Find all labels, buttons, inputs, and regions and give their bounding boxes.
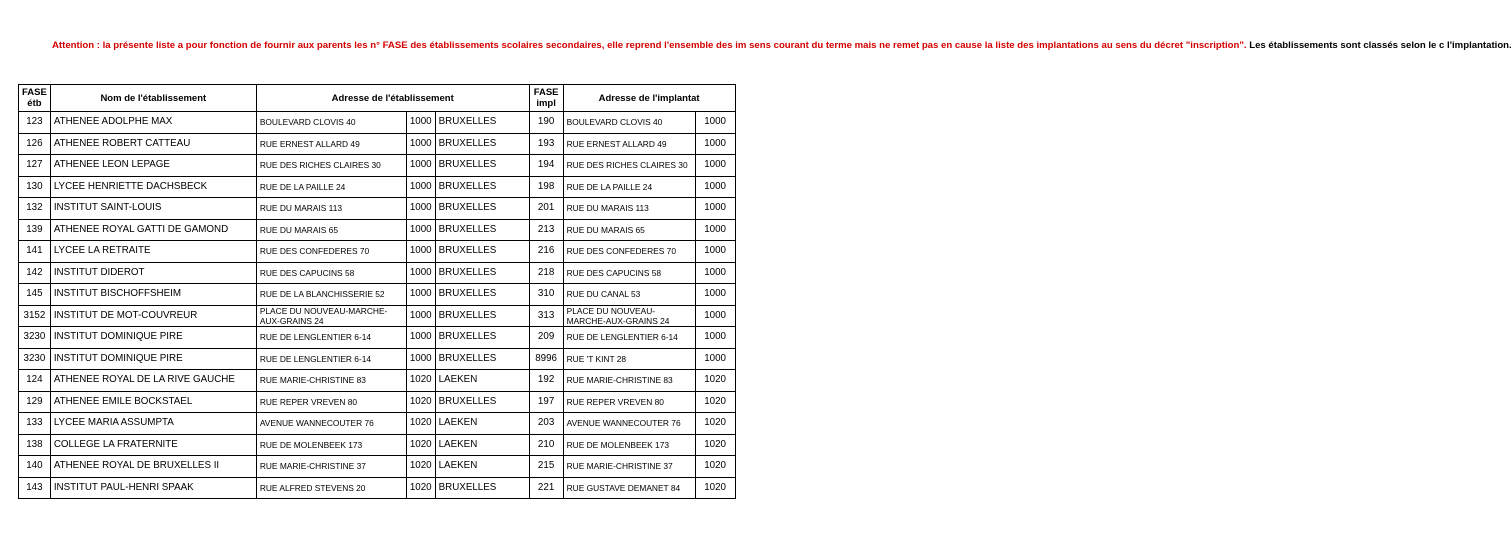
cell-fase-impl: 8996 [529,348,563,370]
cell-adresse-impl: BOULEVARD CLOVIS 40 [563,112,695,134]
cell-code-postal-impl: 1000 [695,262,735,284]
cell-code-postal-impl: 1020 [695,370,735,392]
cell-adresse: RUE DES CONFEDERES 70 [256,241,406,263]
cell-fase-impl: 216 [529,241,563,263]
cell-nom: COLLEGE LA FRATERNITE [50,434,256,456]
cell-fase-etb: 129 [19,391,51,413]
cell-ville: BRUXELLES [435,155,529,177]
cell-adresse-impl: PLACE DU NOUVEAU-MARCHE-AUX-GRAINS 24 [563,305,695,327]
table-row [19,456,736,478]
cell-code-postal-impl: 1020 [695,434,735,456]
cell-code-postal: 1000 [406,112,435,134]
table-row [19,155,736,177]
cell-nom: ATHENEE ROYAL DE LA RIVE GAUCHE [50,370,256,392]
cell-fase-impl: 203 [529,413,563,435]
header-fase-impl: FASE impl [529,85,563,112]
notice-sorting: Les établissements sont classés selon le c l'implantation. [1246,40,1512,51]
cell-fase-impl: 190 [529,112,563,134]
cell-code-postal: 1000 [406,198,435,220]
cell-adresse-impl: RUE DES CONFEDERES 70 [563,241,695,263]
cell-adresse: BOULEVARD CLOVIS 40 [256,112,406,134]
cell-code-postal-impl: 1000 [695,198,735,220]
cell-fase-impl: 210 [529,434,563,456]
cell-nom: INSTITUT BISCHOFFSHEIM [50,284,256,306]
cell-adresse-impl: RUE 'T KINT 28 [563,348,695,370]
header-adresse-etb: Adresse de l'établissement [256,85,529,112]
cell-fase-etb: 143 [19,477,51,499]
cell-fase-impl: 313 [529,305,563,327]
cell-fase-etb: 141 [19,241,51,263]
table-row [19,112,736,134]
cell-fase-etb: 142 [19,262,51,284]
cell-code-postal-impl: 1020 [695,391,735,413]
cell-ville: LAEKEN [435,456,529,478]
cell-fase-impl: 215 [529,456,563,478]
cell-nom: ATHENEE LEON LEPAGE [50,155,256,177]
cell-ville: LAEKEN [435,413,529,435]
cell-code-postal: 1000 [406,305,435,327]
cell-adresse-impl: RUE REPER VREVEN 80 [563,391,695,413]
cell-adresse: RUE DE LENGLENTIER 6-14 [256,327,406,349]
cell-ville: BRUXELLES [435,133,529,155]
cell-fase-etb: 3230 [19,327,51,349]
cell-fase-etb: 3152 [19,305,51,327]
cell-fase-impl: 209 [529,327,563,349]
cell-adresse: PLACE DU NOUVEAU-MARCHE-AUX-GRAINS 24 [256,305,406,327]
cell-fase-impl: 310 [529,284,563,306]
cell-nom: LYCEE MARIA ASSUMPTA [50,413,256,435]
cell-fase-impl: 198 [529,176,563,198]
table-row [19,198,736,220]
cell-ville: BRUXELLES [435,327,529,349]
cell-code-postal: 1000 [406,219,435,241]
cell-ville: BRUXELLES [435,112,529,134]
cell-adresse-impl: RUE DU MARAIS 65 [563,219,695,241]
cell-fase-etb: 3230 [19,348,51,370]
cell-ville: LAEKEN [435,434,529,456]
table-row [19,348,736,370]
cell-adresse-impl: AVENUE WANNECOUTER 76 [563,413,695,435]
cell-fase-etb: 133 [19,413,51,435]
table-row [19,241,736,263]
cell-adresse: RUE DE LA BLANCHISSERIE 52 [256,284,406,306]
cell-fase-etb: 132 [19,198,51,220]
cell-fase-etb: 124 [19,370,51,392]
cell-adresse: RUE DES CAPUCINS 58 [256,262,406,284]
cell-nom: INSTITUT PAUL-HENRI SPAAK [50,477,256,499]
cell-nom: INSTITUT DOMINIQUE PIRE [50,348,256,370]
cell-code-postal-impl: 1000 [695,176,735,198]
cell-adresse-impl: RUE DE LA PAILLE 24 [563,176,695,198]
cell-ville: BRUXELLES [435,176,529,198]
cell-fase-etb: 130 [19,176,51,198]
cell-code-postal-impl: 1000 [695,155,735,177]
table-row [19,477,736,499]
cell-fase-impl: 201 [529,198,563,220]
cell-ville: BRUXELLES [435,284,529,306]
cell-code-postal: 1000 [406,241,435,263]
cell-adresse-impl: RUE DU MARAIS 113 [563,198,695,220]
cell-nom: INSTITUT SAINT-LOUIS [50,198,256,220]
header-fase-etb: FASE étb [19,85,51,112]
cell-ville: LAEKEN [435,370,529,392]
cell-adresse-impl: RUE ERNEST ALLARD 49 [563,133,695,155]
cell-adresse-impl: RUE DE MOLENBEEK 173 [563,434,695,456]
table-row [19,305,736,327]
cell-adresse: RUE DE MOLENBEEK 173 [256,434,406,456]
cell-code-postal-impl: 1000 [695,133,735,155]
cell-code-postal: 1000 [406,327,435,349]
cell-nom: ATHENEE ADOLPHE MAX [50,112,256,134]
cell-nom: ATHENEE ROYAL GATTI DE GAMOND [50,219,256,241]
cell-adresse: RUE DE LA PAILLE 24 [256,176,406,198]
table-row [19,370,736,392]
table-row [19,434,736,456]
table-row [19,413,736,435]
cell-ville: BRUXELLES [435,241,529,263]
cell-code-postal-impl: 1000 [695,348,735,370]
cell-fase-etb: 139 [19,219,51,241]
cell-code-postal-impl: 1000 [695,305,735,327]
table-row [19,391,736,413]
cell-ville: BRUXELLES [435,262,529,284]
cell-adresse: RUE MARIE-CHRISTINE 37 [256,456,406,478]
cell-adresse-impl: RUE DU CANAL 53 [563,284,695,306]
cell-ville: BRUXELLES [435,219,529,241]
notice-text [52,40,1512,53]
cell-code-postal: 1020 [406,391,435,413]
cell-nom: ATHENEE ROYAL DE BRUXELLES II [50,456,256,478]
cell-fase-etb: 140 [19,456,51,478]
cell-ville: BRUXELLES [435,305,529,327]
cell-nom: ATHENEE ROBERT CATTEAU [50,133,256,155]
table-row [19,327,736,349]
cell-code-postal: 1020 [406,413,435,435]
cell-adresse-impl: RUE MARIE-CHRISTINE 83 [563,370,695,392]
cell-nom: LYCEE HENRIETTE DACHSBECK [50,176,256,198]
cell-code-postal-impl: 1000 [695,112,735,134]
cell-nom: ATHENEE EMILE BOCKSTAEL [50,391,256,413]
cell-fase-etb: 138 [19,434,51,456]
cell-code-postal: 1020 [406,370,435,392]
cell-adresse: RUE DU MARAIS 113 [256,198,406,220]
cell-ville: BRUXELLES [435,391,529,413]
cell-adresse: AVENUE WANNECOUTER 76 [256,413,406,435]
cell-ville: BRUXELLES [435,348,529,370]
cell-code-postal: 1000 [406,155,435,177]
cell-code-postal-impl: 1020 [695,477,735,499]
cell-ville: BRUXELLES [435,198,529,220]
cell-code-postal-impl: 1000 [695,241,735,263]
cell-adresse: RUE DES RICHES CLAIRES 30 [256,155,406,177]
cell-adresse-impl: RUE DES RICHES CLAIRES 30 [563,155,695,177]
cell-fase-impl: 213 [529,219,563,241]
cell-adresse: RUE REPER VREVEN 80 [256,391,406,413]
cell-code-postal: 1000 [406,348,435,370]
cell-adresse-impl: RUE DES CAPUCINS 58 [563,262,695,284]
cell-ville: BRUXELLES [435,477,529,499]
cell-fase-impl: 194 [529,155,563,177]
cell-code-postal: 1000 [406,262,435,284]
cell-adresse-impl: RUE GUSTAVE DEMANET 84 [563,477,695,499]
cell-adresse: RUE DU MARAIS 65 [256,219,406,241]
cell-adresse-impl: RUE MARIE-CHRISTINE 37 [563,456,695,478]
cell-adresse: RUE ALFRED STEVENS 20 [256,477,406,499]
cell-code-postal: 1000 [406,133,435,155]
cell-code-postal: 1000 [406,176,435,198]
table-header-row [19,85,736,112]
schools-table [18,84,736,499]
cell-nom: LYCEE LA RETRAITE [50,241,256,263]
cell-code-postal-impl: 1000 [695,284,735,306]
cell-code-postal: 1000 [406,284,435,306]
cell-fase-impl: 197 [529,391,563,413]
cell-fase-etb: 127 [19,155,51,177]
cell-fase-impl: 218 [529,262,563,284]
cell-fase-impl: 192 [529,370,563,392]
table-row [19,219,736,241]
table-row [19,262,736,284]
cell-adresse: RUE ERNEST ALLARD 49 [256,133,406,155]
cell-code-postal-impl: 1020 [695,413,735,435]
cell-nom: INSTITUT DOMINIQUE PIRE [50,327,256,349]
cell-code-postal-impl: 1000 [695,327,735,349]
cell-fase-etb: 145 [19,284,51,306]
cell-nom: INSTITUT DIDEROT [50,262,256,284]
cell-code-postal: 1020 [406,434,435,456]
header-adresse-impl: Adresse de l'implantat [563,85,735,112]
cell-fase-impl: 221 [529,477,563,499]
table-row [19,284,736,306]
cell-nom: INSTITUT DE MOT-COUVREUR [50,305,256,327]
cell-fase-impl: 193 [529,133,563,155]
cell-code-postal-impl: 1000 [695,219,735,241]
table-row [19,176,736,198]
cell-adresse: RUE DE LENGLENTIER 6-14 [256,348,406,370]
table-row [19,133,736,155]
header-nom: Nom de l'établissement [50,85,256,112]
cell-fase-etb: 126 [19,133,51,155]
cell-code-postal: 1020 [406,456,435,478]
notice-warning: Attention : la présente liste a pour fonction de fournir aux parents les n° FASE des établissements scolaires secondaires, elle reprend l'ensemble des im sens courant du terme mais ne remet pas en cause la liste des implantations au sens du décret "inscription". [52,40,1247,51]
cell-fase-etb: 123 [19,112,51,134]
cell-code-postal-impl: 1020 [695,456,735,478]
cell-adresse: RUE MARIE-CHRISTINE 83 [256,370,406,392]
cell-code-postal: 1020 [406,477,435,499]
cell-adresse-impl: RUE DE LENGLENTIER 6-14 [563,327,695,349]
